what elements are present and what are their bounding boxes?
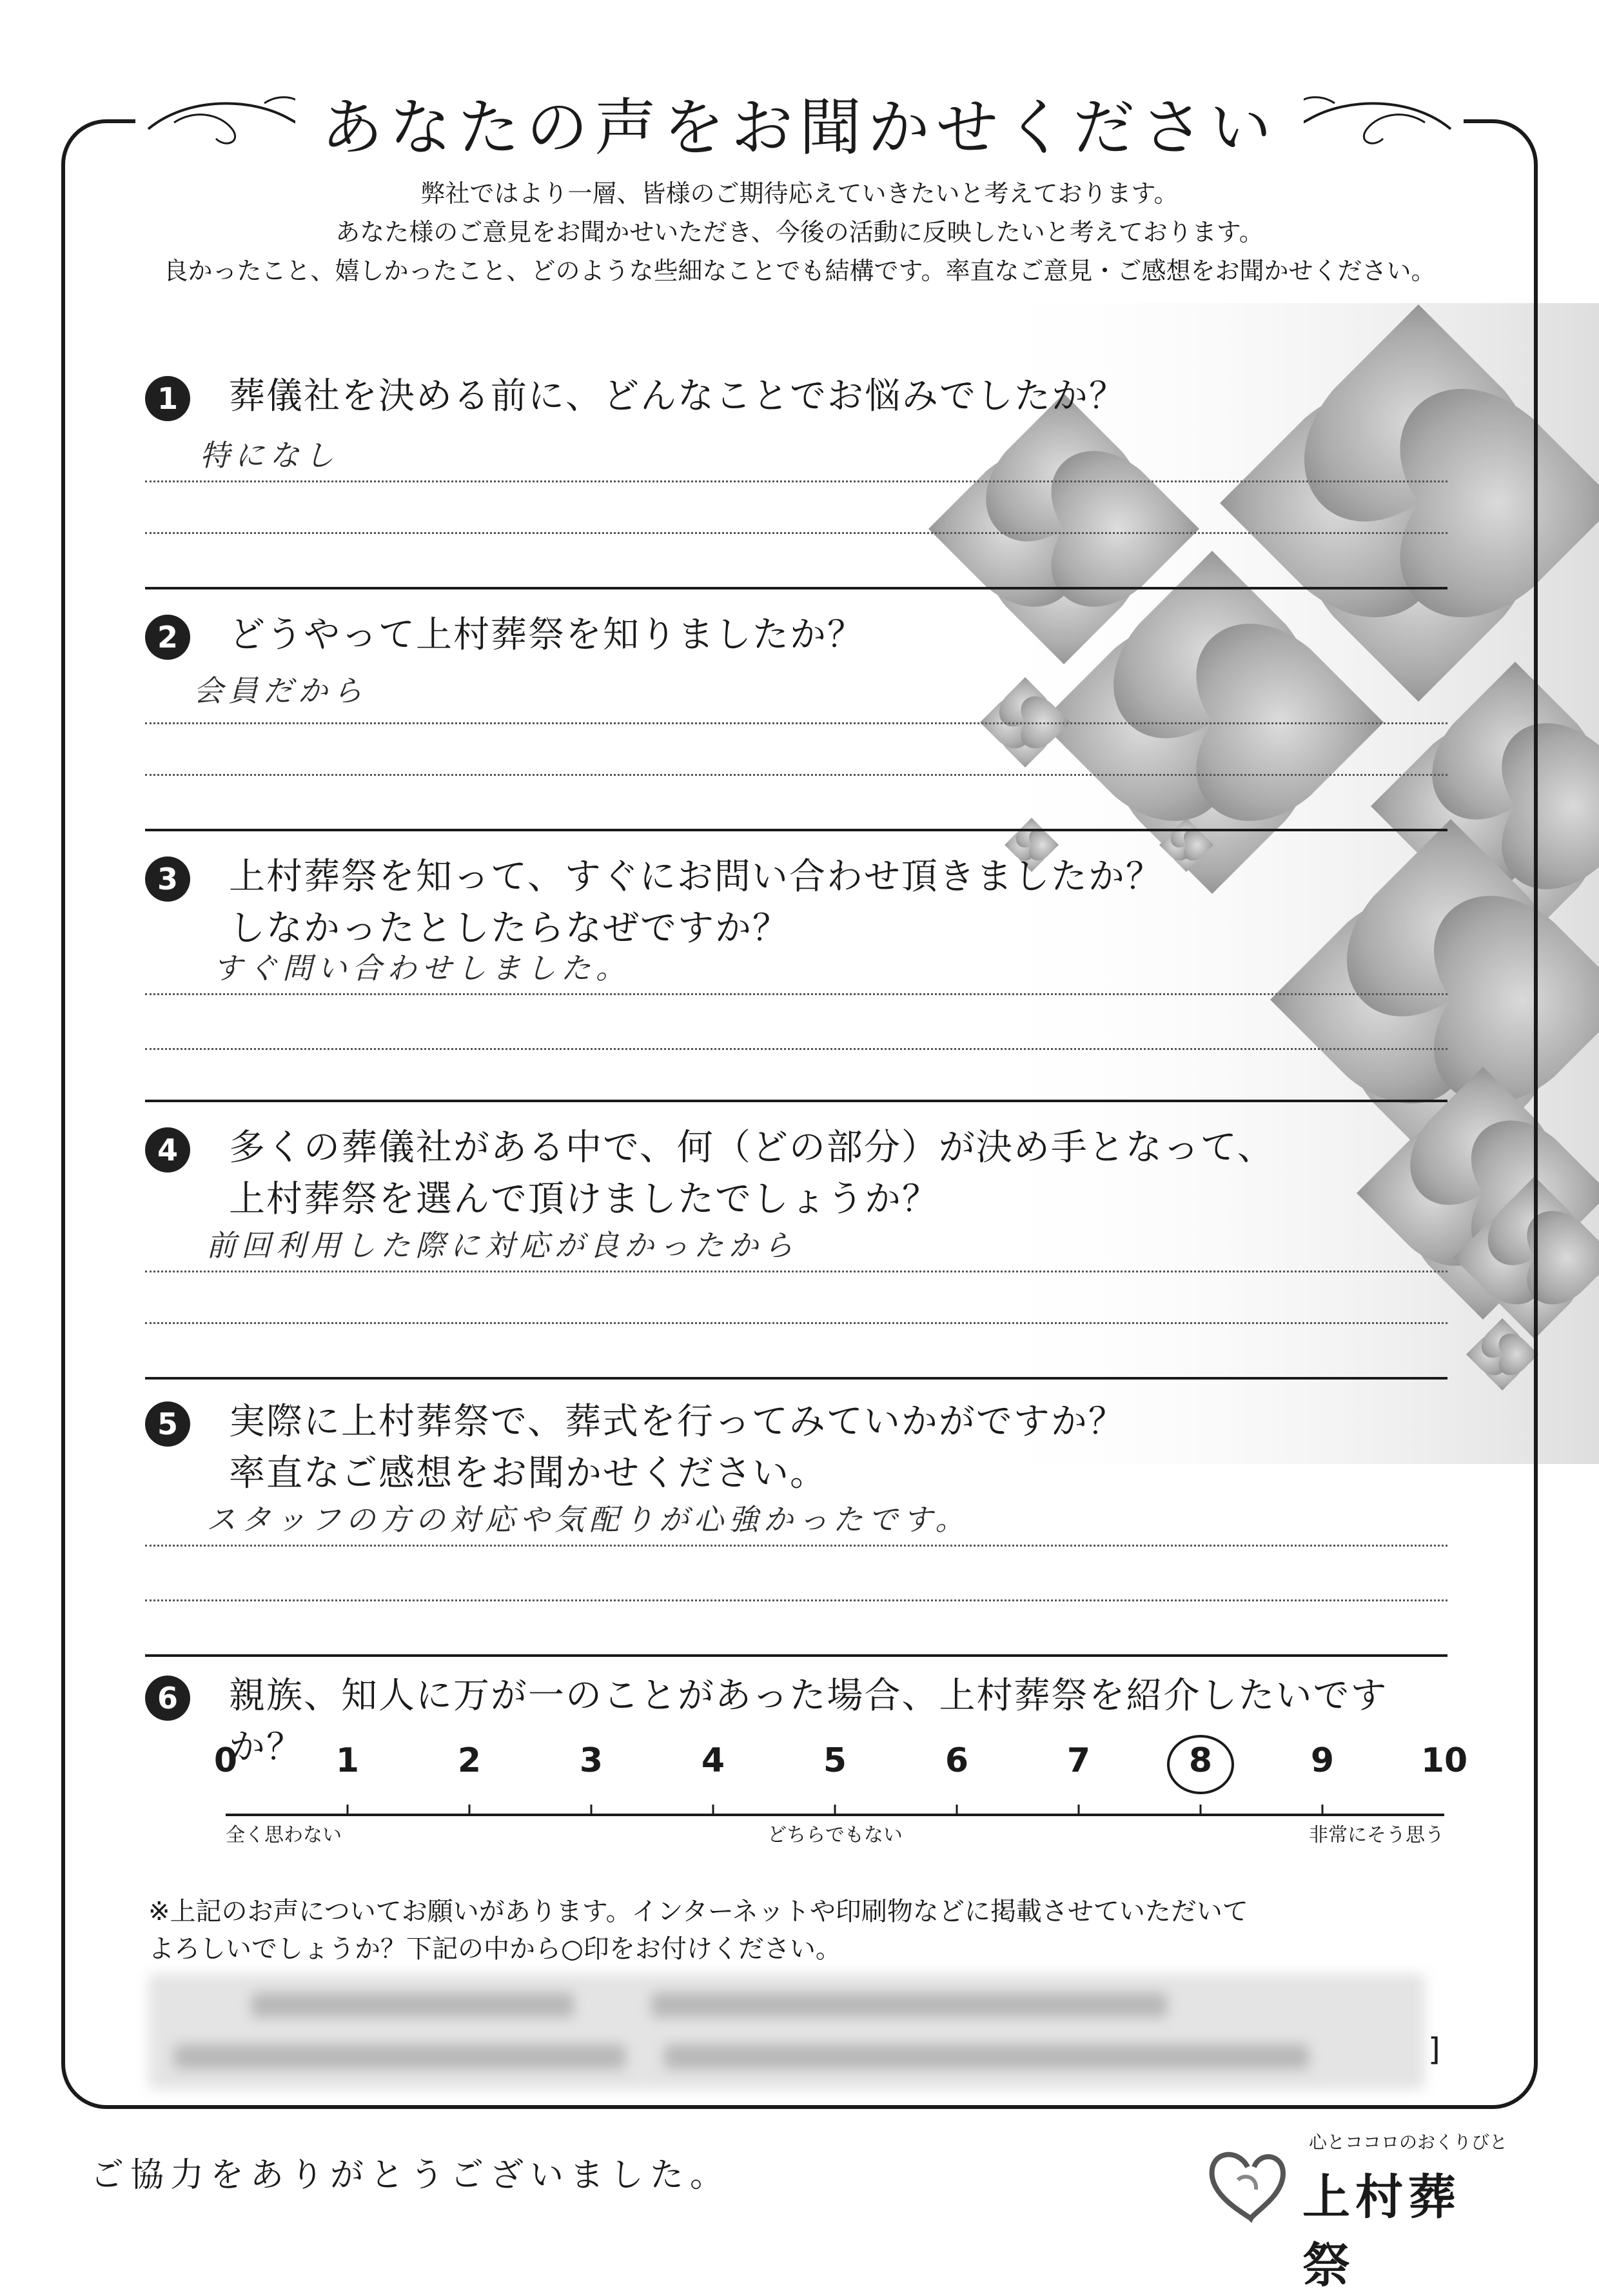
question-5 [145, 1396, 1454, 1499]
intro-line: 良かったこと、嬉しかったこと、どのような些細なことでも結構です。率直なご意見・ご感想をお聞かせください。 [163, 257, 1436, 285]
question-number-badge: 3 [145, 856, 190, 902]
question-text: 上村葬祭を選んで頂けましたでしょうか？ [229, 1178, 939, 1220]
question-text: しなかったとしたらなぜですか？ [229, 907, 790, 949]
answer-line [145, 1599, 1447, 1601]
question-text: 親族、知人に万が一のことがあった場合、上村葬祭を紹介したいですか？ [229, 1675, 1388, 1768]
question-number-badge: 4 [145, 1127, 190, 1173]
question-3 [145, 851, 1454, 955]
scale-tick [347, 1805, 349, 1815]
scale-label-mid: どちらでもない [767, 1824, 903, 1846]
note-line: ※上記のお声についてお願いがあります。インターネットや印刷物などに掲載させていただいて [148, 1897, 1248, 1926]
question-text: 上村葬祭を知って、すぐにお問い合わせ頂きましたか？ [229, 856, 1163, 898]
scale-number[interactable]: 9 [1310, 1741, 1335, 1780]
question-number-badge: 1 [145, 376, 190, 421]
answer-5: スタッフの方の対応や気配りが心強かったです。 [206, 1502, 970, 1537]
logo-brand-name: 上村葬祭 [1302, 2170, 1461, 2293]
redacted-options [148, 1974, 1425, 2090]
scale-number[interactable]: 0 [213, 1741, 238, 1780]
scale-tick [1322, 1805, 1324, 1815]
section-divider [145, 1100, 1447, 1102]
company-logo [1199, 2128, 1509, 2293]
answer-4: 前回利用した際に対応が良かったから [206, 1228, 798, 1263]
scale-tick [469, 1805, 471, 1815]
answer-line [145, 993, 1447, 995]
answer-line [145, 1271, 1447, 1272]
question-text: 率直なご感想をお聞かせください。 [229, 1452, 827, 1494]
question-number-badge: 6 [145, 1676, 190, 1721]
scale-number[interactable]: 6 [945, 1741, 969, 1780]
question-1 [145, 371, 1454, 422]
question-text: 実際に上村葬祭で、葬式を行ってみていかがですか？ [229, 1401, 1126, 1443]
selected-circle-mark [1167, 1735, 1234, 1794]
intro-line: あなた様のご意見をお聞かせいただき、今後の活動に反映したいと考えております。 [335, 218, 1264, 246]
scale-label-low: 全く思わない [226, 1824, 342, 1846]
thanks-message: ご協力をありがとうございました。 [90, 2156, 731, 2195]
scale-number[interactable]: 8 [1188, 1741, 1213, 1780]
question-2 [145, 609, 1454, 661]
logo-tagline: 心とココロのおくりびと [1309, 2132, 1508, 2153]
section-divider [145, 829, 1447, 831]
scale-label-high: 非常にそう思う [1309, 1824, 1444, 1846]
answer-line [145, 722, 1447, 724]
question-text: 多くの葬儀社がある中で、何（どの部分）が決め手となって、 [229, 1127, 1275, 1169]
scale-number[interactable]: 4 [701, 1741, 725, 1780]
intro-text [129, 174, 1470, 290]
question-number-badge: 5 [145, 1401, 190, 1447]
note-line: よろしいでしょうか？下記の中から○印をお付けください。 [148, 1934, 841, 1964]
scale-tick [1200, 1805, 1202, 1815]
scale-number[interactable]: 7 [1066, 1741, 1091, 1780]
answer-line [145, 1545, 1447, 1547]
title-bar [129, 81, 1470, 164]
heart-logo-icon [1199, 2141, 1296, 2225]
question-text: どうやって上村葬祭を知りましたか？ [229, 614, 865, 656]
scale-number[interactable]: 3 [579, 1741, 603, 1780]
rating-scale [193, 1741, 1470, 1845]
answer-line [145, 532, 1447, 534]
scale-tick [834, 1805, 836, 1815]
bracket-mark: ] [1428, 2032, 1440, 2068]
question-4 [145, 1122, 1454, 1225]
page-title: あなたの声をお聞かせください [295, 79, 1304, 167]
intro-line: 弊社ではより一層、皆様のご期待応えていきたいと考えております。 [420, 179, 1179, 208]
answer-line [145, 480, 1447, 482]
section-divider [145, 1377, 1447, 1380]
answer-line [145, 774, 1447, 776]
answer-3: すぐ問い合わせしました。 [213, 951, 631, 985]
answer-2: 会員だから [193, 673, 368, 708]
question-number-badge: 2 [145, 615, 190, 660]
scale-number[interactable]: 2 [457, 1741, 482, 1780]
question-text: 葬儀社を決める前に、どんなことでお悩みでしたか？ [229, 375, 1126, 417]
scale-number[interactable]: 1 [335, 1741, 360, 1780]
consent-note [148, 1893, 1438, 1968]
scale-number[interactable]: 10 [1420, 1741, 1468, 1780]
scale-tick [1078, 1805, 1080, 1815]
scale-number[interactable]: 5 [823, 1741, 847, 1780]
section-divider [145, 1654, 1447, 1657]
answer-line [145, 1322, 1447, 1324]
answer-1: 特になし [200, 438, 339, 473]
scale-tick [591, 1805, 593, 1815]
scale-tick [712, 1805, 714, 1815]
scale-tick [956, 1805, 958, 1815]
section-divider [145, 587, 1447, 589]
answer-line [145, 1048, 1447, 1050]
